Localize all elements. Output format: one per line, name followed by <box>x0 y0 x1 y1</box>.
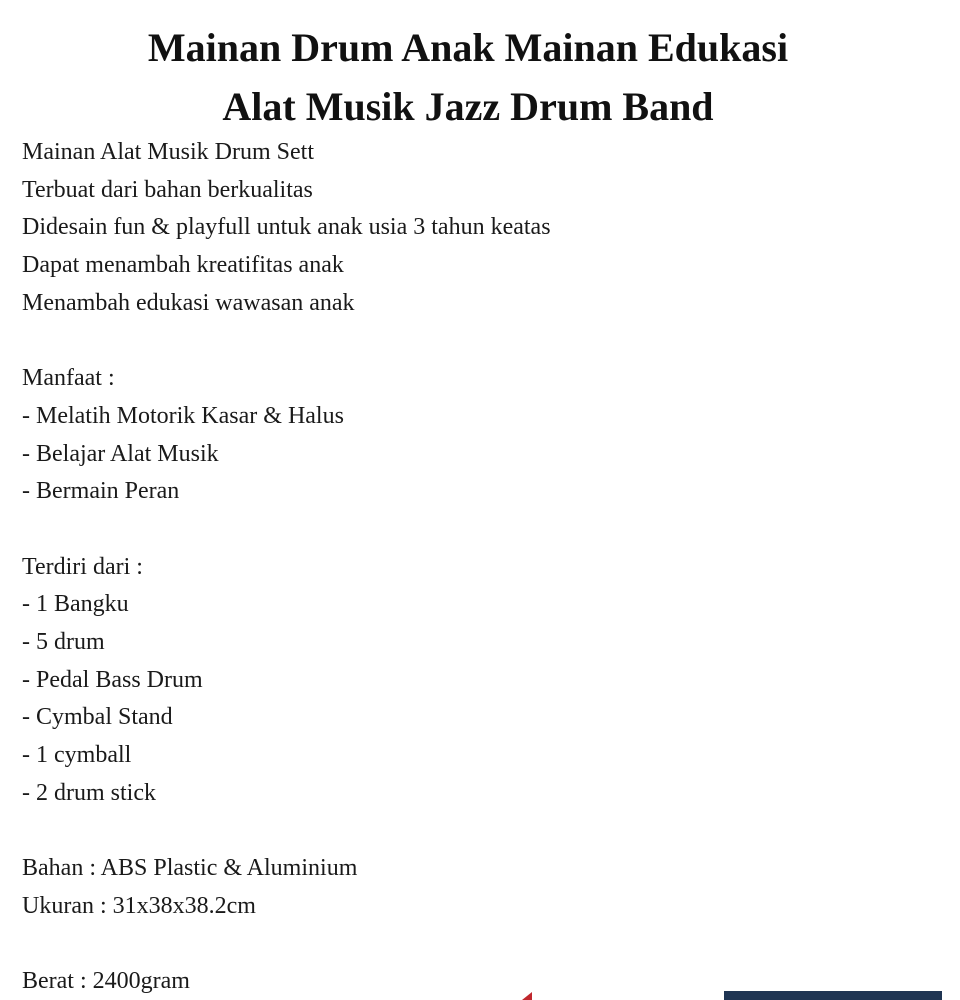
spacer <box>22 511 922 549</box>
spacer <box>22 322 922 360</box>
benefit-item: - Belajar Alat Musik <box>22 440 219 467</box>
page-title-line-2: Alat Musik Jazz Drum Band <box>222 84 714 129</box>
product-description <box>22 134 922 1000</box>
product-image-edge-red <box>522 992 532 1000</box>
contents-item: - 1 cymball <box>22 742 132 768</box>
intro-line: Menambah edukasi wawasan anak <box>22 289 355 316</box>
spec-size: Ukuran : 31x38x38.2cm <box>22 892 256 919</box>
spec-weight: Berat : 2400gram <box>22 968 190 995</box>
benefit-item: - Bermain Peran <box>22 478 180 505</box>
intro-section <box>22 134 922 322</box>
intro-line: Mainan Alat Musik Drum Sett <box>22 139 314 165</box>
page-title-line-1: Mainan Drum Anak Mainan Edukasi <box>147 25 789 70</box>
page-title <box>0 18 936 136</box>
intro-line: Dapat menambah kreatifitas anak <box>22 252 344 279</box>
benefits-section <box>22 360 922 511</box>
contents-heading: Terdiri dari : <box>22 553 143 580</box>
benefits-heading: Manfaat : <box>22 365 115 392</box>
spacer <box>22 812 922 850</box>
contents-item: - Cymbal Stand <box>22 704 173 731</box>
contents-item: - 1 Bangku <box>22 591 129 618</box>
spec-material: Bahan : ABS Plastic & Aluminium <box>22 855 358 882</box>
benefit-item: - Melatih Motorik Kasar & Halus <box>22 402 344 429</box>
contents-item: - Pedal Bass Drum <box>22 666 203 693</box>
spacer <box>22 925 922 963</box>
contents-item: - 2 drum stick <box>22 779 156 806</box>
intro-line: Terbuat dari bahan berkualitas <box>22 176 313 203</box>
contents-section <box>22 549 922 813</box>
specs-section <box>22 850 922 925</box>
contents-item: - 5 drum <box>22 628 105 655</box>
intro-line: Didesain fun & playfull untuk anak usia 3 tahun keatas <box>22 214 551 241</box>
product-image-edge-navy <box>724 991 942 1000</box>
